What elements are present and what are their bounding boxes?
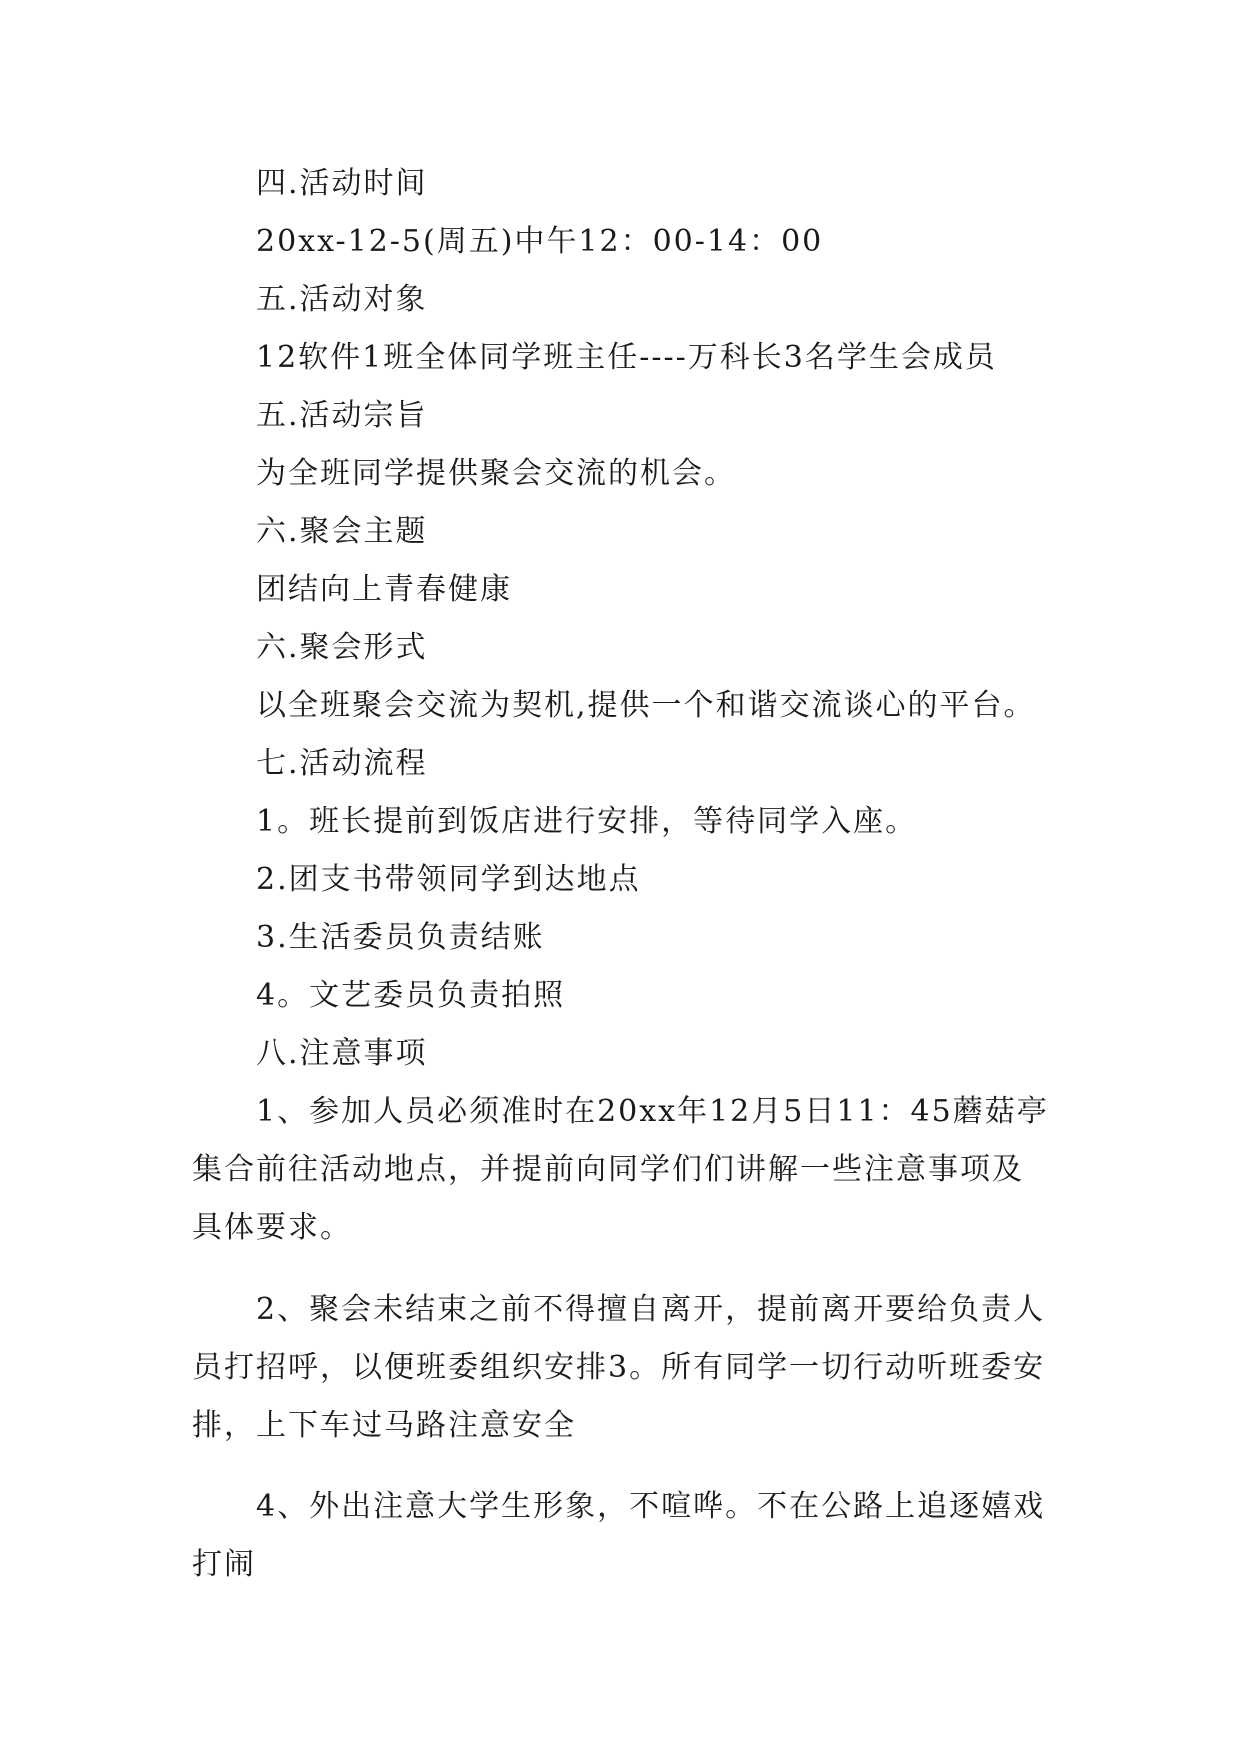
section-heading-theme: 六.聚会主题 <box>256 514 428 549</box>
note-paragraph-3: 4、外出注意大学生形象，不喧哗。不在公路上追逐嬉戏打闹 <box>192 1489 1046 1582</box>
process-step-4: 4。文艺委员负责拍照 <box>256 978 566 1013</box>
section-heading-process: 七.活动流程 <box>256 746 428 781</box>
activity-target-text: 12软件1班全体同学班主任----万科长3名学生会成员 <box>256 340 997 375</box>
activity-purpose-text: 为全班同学提供聚会交流的机会。 <box>256 456 736 491</box>
section-heading-target: 五.活动对象 <box>256 282 428 317</box>
section-heading-format: 六.聚会形式 <box>256 630 428 665</box>
activity-time-text: 20xx-12-5(周五)中午12：00-14：00 <box>256 224 824 259</box>
section-heading-time: 四.活动时间 <box>256 166 428 201</box>
note-paragraph-1: 1、参加人员必须准时在20xx年12月5日11：45蘑菇亭集合前往活动地点，并提前向同学们们讲解一些注意事项及具体要求。 <box>192 1094 1049 1245</box>
format-text: 以全班聚会交流为契机,提供一个和谐交流谈心的平台。 <box>256 688 1036 723</box>
process-step-1: 1。班长提前到饭店进行安排，等待同学入座。 <box>256 804 918 839</box>
note-paragraph-2: 2、聚会未结束之前不得擅自离开，提前离开要给负责人员打招呼，以便班委组织安排3。所有同学一切行动听班委安排，上下车过马路注意安全 <box>192 1292 1046 1443</box>
process-step-3: 3.生活委员负责结账 <box>256 920 545 955</box>
theme-text: 团结向上青春健康 <box>256 572 512 607</box>
section-heading-purpose: 五.活动宗旨 <box>256 398 428 433</box>
section-heading-notes: 八.注意事项 <box>256 1036 428 1071</box>
process-step-2: 2.团支书带领同学到达地点 <box>256 862 641 897</box>
